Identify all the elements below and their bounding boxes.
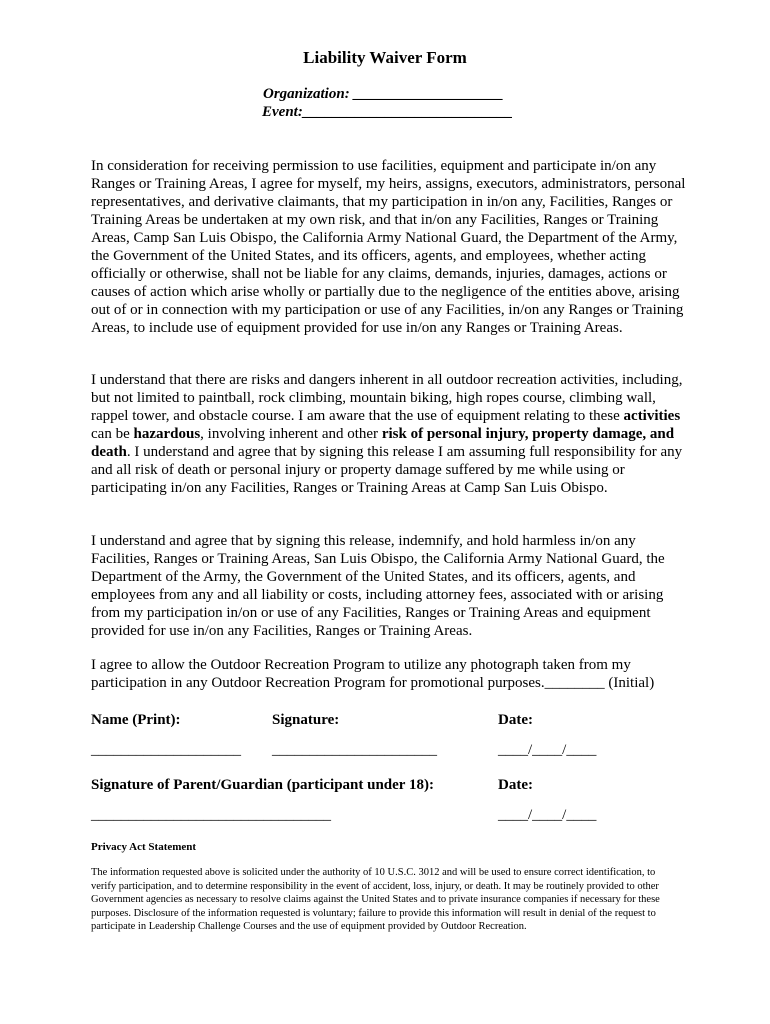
- consideration-paragraph: In consideration for receiving permission to use facilities, equipment and participate in/on any Ranges or Training Areas, I agree for myself, my heirs, assigns, executors, administrators, personal representatives, and derivative claimants, that my participation in in/on any, Facilities, Ranges or Training Areas be undertaken at my own risk, and that in/on any Facilities, Ranges or Training Areas, Camp San Luis Obispo, the California Army National Guard, the Department of the Army, the Government of the United States, and its officers, agents, and employees, whether acting officially or otherwise, shall not be liable for any claims, demands, injuries, damages, actions or causes of action which arise wholly or partially due to the negligence of the entities above, arising out of or in connection with my participation or use of any Facilities, in/on any Ranges or Training Areas, to include use of equipment provided for use in/on any Ranges or Training Areas.: [91, 158, 686, 336]
- guardian-signature-label: Signature of Parent/Guardian (participant under 18):: [91, 777, 434, 793]
- privacy-act-title: Privacy Act Statement: [91, 841, 197, 853]
- name-print-blank: ____________________: [91, 742, 241, 758]
- event-field: Event:____________________________: [262, 104, 513, 120]
- risks-bold-risk: risk of personal injury, property damage, and death: [91, 426, 675, 460]
- organization-field: Organization: ____________________: [263, 86, 504, 102]
- guardian-signature-blank: ________________________________: [91, 807, 331, 823]
- risks-bold-hazardous: hazardous: [133, 426, 201, 442]
- guardian-date-blank: ____/____/____: [498, 807, 597, 823]
- date-label: Date:: [498, 712, 533, 728]
- risks-text-3: , involving inherent and other: [200, 426, 382, 442]
- risks-text-2: can be: [91, 426, 134, 442]
- name-print-label: Name (Print):: [91, 712, 181, 728]
- privacy-act-text: The information requested above is solicited under the authority of 10 U.S.C. 3012 and will be used to ensure correct identification, to verify participation, and to determine responsibility in the event of accident, loss, injury, or death. It may be routinely provided to other Government agencies as necessary to resolve claims against the United States and to private insurance companies if necessary for these purposes. Disclosure of the information requested is voluntary; failure to provide this information will result in denial of the request to participate in Leadership Challenge Courses and the use of equipment provided by Outdoor Recreation.: [91, 867, 660, 933]
- risks-text-4: . I understand and agree that by signing this release I am assuming full responsibility for any and all risk of death or personal injury or property damage suffered by me while using or participating in/on any Facilities, Ranges or Training Areas at Camp San Luis Obispo.: [91, 444, 683, 496]
- signature-label: Signature:: [272, 712, 340, 728]
- date-blank: ____/____/____: [498, 742, 597, 758]
- risks-paragraph: [91, 371, 686, 497]
- guardian-date-label: Date:: [498, 777, 533, 793]
- risks-bold-activities: activities: [623, 408, 681, 424]
- risks-text-1: I understand that there are risks and dangers inherent in all outdoor recreation activities, including, but not limited to paintball, rock climbing, mountain biking, high ropes course, climbing wall, rappel tower, and obstacle course. I am aware that the use of equipment relating to these: [91, 372, 683, 424]
- form-title: Liability Waiver Form: [303, 48, 467, 67]
- signature-blank: ______________________: [272, 742, 437, 758]
- indemnify-paragraph: I understand and agree that by signing this release, indemnify, and hold harmless in/on any Facilities, Ranges or Training Areas, San Luis Obispo, the California Army National Guard, the Department of the Army, the Government of the United States, and its officers, agents, and employees from any and all liability or costs, including attorney fees, associated with or arising from my participation in/on or use of any Facilities, Ranges or Training Areas and equipment provided for use in/on any Facilities, Ranges or Training Areas.: [91, 533, 665, 639]
- photo-consent-paragraph: I agree to allow the Outdoor Recreation Program to utilize any photograph taken from my participation in any Outdoor Recreation Program for promotional purposes.________ (Initial): [91, 657, 655, 691]
